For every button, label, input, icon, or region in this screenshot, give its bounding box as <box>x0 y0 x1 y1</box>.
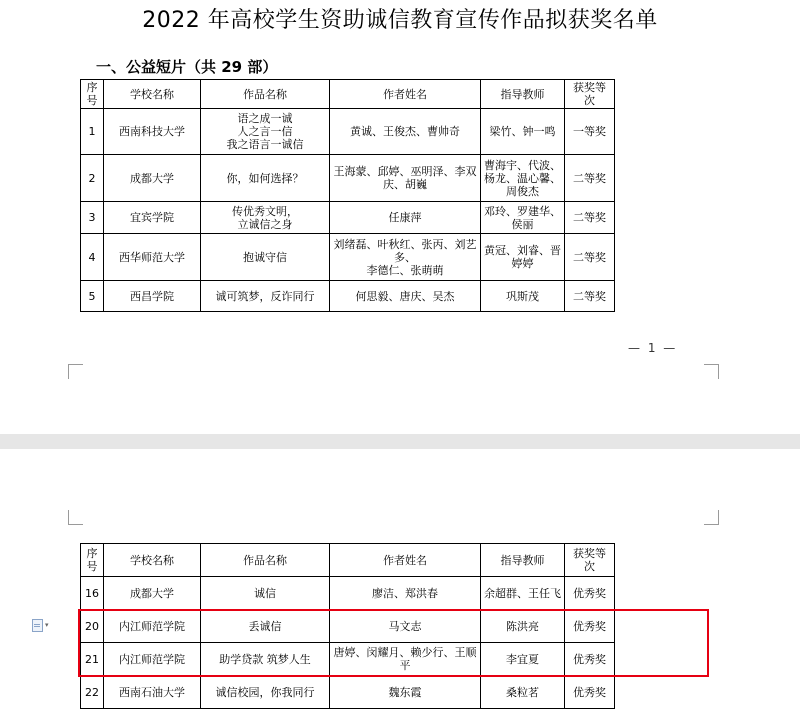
cell-work: 丢诚信 <box>201 610 330 643</box>
table-row <box>81 610 615 643</box>
cell-teacher: 余超群、王任飞 <box>481 577 565 610</box>
header-no: 序号 <box>81 544 104 577</box>
cell-authors: 何思毅、唐庆、吴杰 <box>330 281 481 312</box>
cell-work: 诚可筑梦，反诈同行 <box>201 281 330 312</box>
header-authors: 作者姓名 <box>330 80 481 109</box>
header-award: 获奖等次 <box>565 80 615 109</box>
cell-teacher: 曹海宇、代波、杨龙、温心馨、周俊杰 <box>481 155 565 202</box>
document-title: 2022 年高校学生资助诚信教育宣传作品拟获奖名单 <box>142 8 658 33</box>
header-authors: 作者姓名 <box>330 544 481 577</box>
table-row <box>81 281 615 312</box>
cell-award: 优秀奖 <box>565 676 615 709</box>
cell-teacher: 巩斯茂 <box>481 281 565 312</box>
table-row <box>81 676 615 709</box>
cell-authors: 黄诚、王俊杰、曹帅奇 <box>330 109 481 155</box>
cell-school: 内江师范学院 <box>104 643 201 676</box>
cell-work: 抱诚守信 <box>201 234 330 281</box>
paste-options-button[interactable] <box>32 618 56 632</box>
cell-authors: 马文志 <box>330 610 481 643</box>
document-icon <box>32 619 43 632</box>
cell-award: 二等奖 <box>565 202 615 234</box>
cell-award: 二等奖 <box>565 234 615 281</box>
header-teacher: 指导教师 <box>481 80 565 109</box>
header-work: 作品名称 <box>201 544 330 577</box>
cell-teacher: 黄冠、刘睿、晋婷婷 <box>481 234 565 281</box>
cell-authors: 魏东霞 <box>330 676 481 709</box>
cell-no: 5 <box>81 281 104 312</box>
cell-school: 内江师范学院 <box>104 610 201 643</box>
cell-award: 二等奖 <box>565 281 615 312</box>
cell-work: 语之成一诚 人之言一信 我之语言一诚信 <box>201 109 330 155</box>
table-row <box>81 577 615 610</box>
cell-teacher: 陈洪亮 <box>481 610 565 643</box>
table-row <box>81 109 615 155</box>
cell-no: 21 <box>81 643 104 676</box>
table-row <box>81 234 615 281</box>
cell-award: 优秀奖 <box>565 610 615 643</box>
cell-award: 二等奖 <box>565 155 615 202</box>
cell-no: 2 <box>81 155 104 202</box>
cell-teacher: 李宜夏 <box>481 643 565 676</box>
cell-award: 优秀奖 <box>565 643 615 676</box>
header-award: 获奖等次 <box>565 544 615 577</box>
page-corner-mark <box>704 510 719 525</box>
page-corner-mark <box>704 364 719 379</box>
cell-award: 优秀奖 <box>565 577 615 610</box>
cell-school: 西南科技大学 <box>104 109 201 155</box>
cell-no: 16 <box>81 577 104 610</box>
table-header-row <box>81 544 615 577</box>
cell-work: 诚信校园，你我同行 <box>201 676 330 709</box>
cell-school: 成都大学 <box>104 155 201 202</box>
table-header-row <box>81 80 615 109</box>
cell-work: 诚信 <box>201 577 330 610</box>
cell-no: 1 <box>81 109 104 155</box>
cell-no: 4 <box>81 234 104 281</box>
cell-school: 西华师范大学 <box>104 234 201 281</box>
cell-school: 成都大学 <box>104 577 201 610</box>
cell-work: 助学贷款 筑梦人生 <box>201 643 330 676</box>
section-heading: 一、公益短片（共 29 部） <box>96 58 278 76</box>
award-table-page-2 <box>80 543 615 709</box>
chevron-down-icon: ▾ <box>45 621 49 629</box>
cell-school: 宜宾学院 <box>104 202 201 234</box>
cell-authors: 任康萍 <box>330 202 481 234</box>
award-table-page-1 <box>80 79 615 312</box>
header-work: 作品名称 <box>201 80 330 109</box>
page-corner-mark <box>68 364 83 379</box>
cell-award: 一等奖 <box>565 109 615 155</box>
cell-work: 你，如何选择？ <box>201 155 330 202</box>
table-row <box>81 155 615 202</box>
cell-authors: 廖洁、郑洪春 <box>330 577 481 610</box>
cell-authors: 唐婷、闵耀月、赖少行、王顺平 <box>330 643 481 676</box>
table-row <box>81 202 615 234</box>
page-number: — 1 — <box>628 341 678 355</box>
cell-teacher: 梁竹、钟一鸣 <box>481 109 565 155</box>
cell-authors: 王海蒙、邱婷、巫明泽、李双庆、胡巍 <box>330 155 481 202</box>
header-school: 学校名称 <box>104 544 201 577</box>
cell-work: 传优秀文明， 立诚信之身 <box>201 202 330 234</box>
cell-school: 西昌学院 <box>104 281 201 312</box>
cell-no: 20 <box>81 610 104 643</box>
header-teacher: 指导教师 <box>481 544 565 577</box>
cell-no: 3 <box>81 202 104 234</box>
table-row <box>81 643 615 676</box>
cell-no: 22 <box>81 676 104 709</box>
cell-teacher: 桑粒茗 <box>481 676 565 709</box>
page-corner-mark <box>68 510 83 525</box>
cell-school: 西南石油大学 <box>104 676 201 709</box>
cell-teacher: 邓玲、罗建华、侯丽 <box>481 202 565 234</box>
page-separator <box>0 434 800 449</box>
header-school: 学校名称 <box>104 80 201 109</box>
header-no: 序号 <box>81 80 104 109</box>
cell-authors: 刘绪磊、叶秋红、张丙、刘艺多、 李德仁、张萌萌 <box>330 234 481 281</box>
